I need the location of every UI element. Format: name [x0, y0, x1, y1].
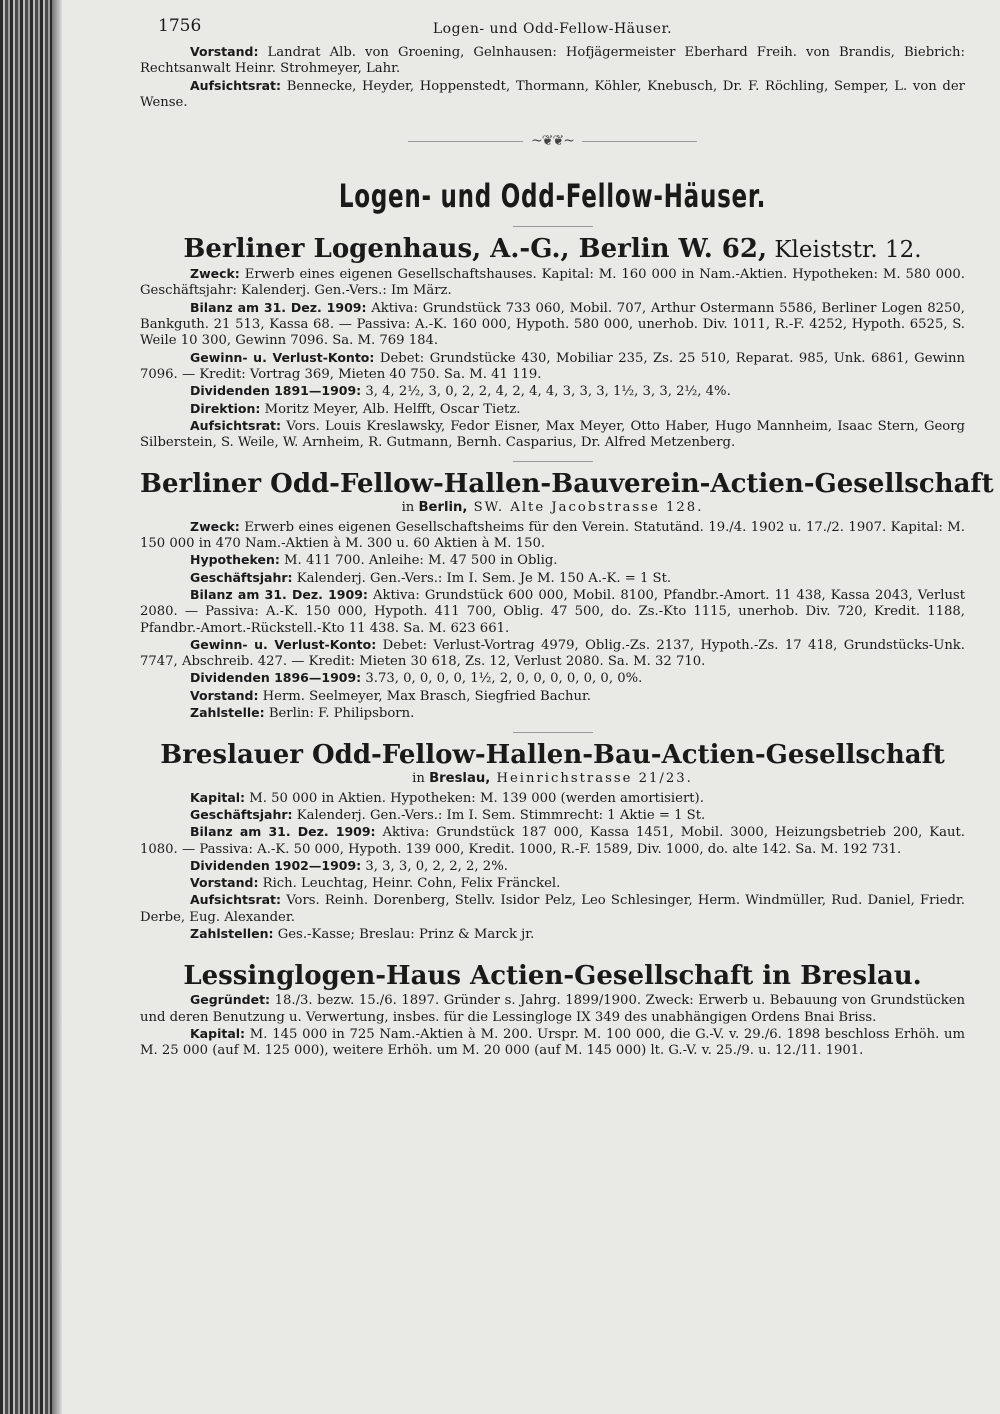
field-text: Kalenderj. Gen.-Vers.: Im I. Sem. Stimmrecht: 1 Aktie = 1 St.: [292, 807, 706, 823]
paragraph: [140, 670, 965, 687]
field-label: Gewinn- u. Verlust-Konto:: [190, 349, 375, 365]
paragraph: [140, 858, 965, 875]
field-text: Rich. Leuchtag, Heinr. Cohn, Felix Fränckel.: [258, 876, 561, 892]
field-label: Bilanz am 31. Dez. 1909:: [190, 824, 376, 840]
field-text: Landrat Alb. von Groening, Gelnhausen: Hofjägermeister Eberhard Freih. von Brandis, Biebrich: Rechtsanwalt Heinr. Strohmeyer, Lahr.: [140, 45, 965, 77]
paragraph: [140, 992, 965, 1026]
ornament-divider: [140, 131, 965, 151]
company-title: [140, 739, 965, 771]
paragraph: [140, 824, 965, 858]
paragraph: [140, 44, 965, 78]
paragraph: [140, 401, 965, 418]
location-city: Breslau,: [429, 771, 491, 787]
company-name: Berliner Odd-Fellow-Hallen-Bauverein-Actien-Gesellschaft: [140, 469, 994, 500]
paragraph: [140, 705, 965, 722]
field-label: Bilanz am 31. Dez. 1909:: [190, 586, 368, 602]
location-address: Heinrichstrasse 21/23.: [490, 771, 693, 787]
field-label: Direktion:: [190, 400, 261, 416]
company-location: [140, 500, 965, 516]
field-text: M. 50 000 in Aktien. Hypotheken: M. 139 000 (werden amortisiert).: [245, 790, 704, 806]
field-text: Vors. Reinh. Dorenberg, Stellv. Isidor Pelz, Leo Schlesinger, Herm. Windmüller, Rud. Daniel, Friedr. Derbe, Eug. Alexander.: [140, 893, 965, 925]
document-page: [140, 16, 994, 1403]
paragraph: [140, 78, 965, 112]
field-label: Aufsichtsrat:: [190, 417, 282, 433]
company-location: [140, 771, 965, 787]
field-text: Moritz Meyer, Alb. Helfft, Oscar Tietz.: [260, 401, 521, 417]
field-text: 3, 3, 3, 0, 2, 2, 2, 2%.: [361, 858, 508, 874]
field-text: Herm. Seelmeyer, Max Brasch, Siegfried Bachur.: [258, 688, 591, 704]
paragraph: [140, 587, 965, 637]
company-title: [140, 233, 965, 266]
field-label: Geschäftsjahr:: [190, 806, 293, 822]
location-prefix: in: [401, 500, 419, 516]
company-street: Kleiststr. 12.: [767, 237, 922, 264]
field-label: Zweck:: [190, 266, 240, 282]
company-name: Lessinglogen-Haus Actien-Gesellschaft in Breslau.: [183, 961, 922, 992]
page-number: 1756: [158, 16, 202, 36]
company-title: [140, 960, 965, 992]
field-text: Vors. Louis Kreslawsky, Fedor Eisner, Max Meyer, Otto Haber, Hugo Mannheim, Isaac Stern, Georg Silberstein, S. Weile, W. Arnheim, R. Gutmann, Bernh. Casparius, Dr. Alfred Metzenberg.: [140, 418, 965, 451]
paragraph: [140, 350, 965, 384]
location-prefix: in: [412, 771, 430, 787]
paragraph: [140, 807, 965, 824]
company-title: [140, 468, 994, 500]
paragraph: [140, 1026, 965, 1060]
field-label: Bilanz am 31. Dez. 1909:: [190, 299, 367, 315]
paragraph: [140, 790, 965, 807]
field-label: Zweck:: [190, 518, 240, 534]
field-label: Dividenden 1896—1909:: [190, 670, 362, 686]
book-binding-edge: [0, 0, 52, 1414]
paragraph: [140, 300, 965, 350]
paragraph: [140, 418, 965, 452]
field-label: Dividenden 1891—1909:: [190, 383, 362, 399]
running-title: Logen- und Odd-Fellow-Häuser.: [432, 21, 673, 37]
field-text: Aktiva: Grundstück 187 000, Kassa 1451, Mobil. 3000, Heizungsbetrieb 200, Kaut. 1080. — Passiva: A.-K. 50 000, Hypoth. 139 000, Kredit. 1000, R.-F. 1589, Div. 1000, do. alte 142. Sa. M. 192 731.: [140, 825, 965, 857]
divider-rule: [513, 461, 593, 462]
field-text: Aktiva: Grundstück 733 060, Mobil. 707, Arthur Ostermann 5586, Berliner Logen 8250, Bankguth. 21 513, Kassa 68. — Passiva: A.-K. 160 000, Hypoth. 580 000, unerhob. Div. 1011, R.-F. 4252, Hypoth. 6525, S. Weile 10 300, Gewinn 7096. Sa. M. 769 184.: [140, 300, 965, 349]
paragraph: [140, 637, 965, 671]
field-text: Aktiva: Grundstück 600 000, Mobil. 8100, Pfandbr.-Amort. 11 438, Kassa 2043, Verlust 2080. — Passiva: A.-K. 150 000, Hypoth. 411 700, Oblig. 47 500, do. Zs.-Kto 1115, unerhob. Div. 720, Kredit. 1188, Pfandbr.-Amort.-Rückstell.-Kto 11 438. Sa. M. 623 661.: [140, 587, 965, 636]
location-city: Berlin,: [418, 500, 468, 516]
company-entry: [140, 739, 965, 943]
paragraph: [140, 519, 965, 553]
field-label: Zahlstelle:: [190, 705, 265, 721]
running-header: [140, 18, 965, 44]
divider-line: [408, 141, 523, 142]
field-text: 3.73, 0, 0, 0, 0, 1½, 2, 0, 0, 0, 0, 0, 0, 0%.: [361, 671, 643, 687]
paragraph: [140, 552, 965, 569]
ornament-icon: ~❦❦~: [531, 133, 574, 150]
field-label: Vorstand:: [190, 687, 259, 703]
company-name: Berliner Logenhaus, A.-G., Berlin W. 62,: [183, 234, 768, 265]
field-label: Gegründet:: [190, 992, 271, 1008]
field-label: Dividenden 1902—1909:: [190, 857, 362, 873]
field-text: Debet: Grundstücke 430, Mobiliar 235, Zs. 25 510, Reparat. 985, Unk. 6861, Gewinn 7096. — Kredit: Vortrag 369, Mieten 40 750. Sa. M. 41 119.: [140, 350, 966, 382]
location-address: SW. Alte Jacobstrasse 128.: [467, 500, 704, 516]
field-text: Debet: Verlust-Vortrag 4979, Oblig.-Zs. 2137, Hypoth.-Zs. 17 418, Grundstücks-Unk. 7747, Abschreib. 427. — Kredit: Mieten 30 618, Zs. 12, Verlust 2080. Sa. M. 32 710.: [140, 637, 965, 670]
field-label: Kapital:: [190, 1025, 246, 1041]
field-text: Kalenderj. Gen.-Vers.: Im I. Sem. Je M. 150 A.-K. = 1 St.: [292, 570, 672, 586]
divider-rule: [513, 226, 593, 227]
company-entry: [140, 233, 965, 451]
field-label: Zahlstellen:: [190, 925, 274, 941]
field-label: Vorstand:: [190, 44, 259, 59]
field-label: Geschäftsjahr:: [190, 569, 293, 585]
field-text: Erwerb eines eigenen Gesellschaftshauses. Kapital: M. 160 000 in Nam.-Aktien. Hypotheken: M. 580 000. Geschäftsjahr: Kalenderj. Gen.-Vers.: Im März.: [140, 267, 965, 299]
paragraph: [140, 892, 965, 926]
divider-line: [582, 141, 697, 142]
field-label: Aufsichtsrat:: [190, 892, 282, 908]
company-entry: [140, 468, 994, 722]
field-text: Erwerb eines eigenen Gesellschaftsheims für den Verein. Statutänd. 19./4. 1902 u. 17./2. 1907. Kapital: M. 150 000 in 470 Nam.-Aktien à M. 300 u. 60 Aktien à M. 150.: [140, 519, 965, 552]
field-text: 18./3. bezw. 15./6. 1897. Gründer s. Jahrg. 1899/1900. Zweck: Erwerb u. Bebauung von Grundstücken und deren Benutzung u. Verwertung, insbes. für die Lessingloge IX 349 des unabhängigen Ordens Bnai Briss.: [140, 993, 965, 1025]
company-entry: [140, 960, 965, 1059]
top-continuation: [140, 44, 965, 111]
paragraph: [140, 383, 965, 400]
paragraph: [140, 688, 965, 705]
field-text: Berlin: F. Philipsborn.: [264, 706, 415, 722]
field-text: Bennecke, Heyder, Hoppenstedt, Thormann, Köhler, Knebusch, Dr. F. Röchling, Semper, L. von der Wense.: [140, 78, 965, 110]
field-label: Aufsichtsrat:: [190, 77, 282, 93]
field-label: Hypotheken:: [190, 552, 280, 568]
field-label: Vorstand:: [190, 875, 259, 891]
paragraph: [140, 570, 965, 587]
section-title: Logen- und Odd-Fellow-Häuser.: [338, 177, 767, 216]
field-text: Ges.-Kasse; Breslau: Prinz & Marck jr.: [273, 926, 535, 942]
divider-rule: [513, 732, 593, 733]
company-name: Breslauer Odd-Fellow-Hallen-Bau-Actien-Gesellschaft: [160, 740, 945, 771]
paragraph: [140, 926, 965, 943]
field-text: M. 411 700. Anleihe: M. 47 500 in Oblig.: [279, 553, 558, 569]
field-label: Kapital:: [190, 789, 246, 805]
paragraph: [140, 875, 965, 892]
paragraph: [140, 266, 965, 300]
field-text: M. 145 000 in 725 Nam.-Aktien à M. 200. Urspr. M. 100 000, die G.-V. v. 29./6. 1898 beschloss Erhöh. um M. 25 000 (auf M. 125 000), weitere Erhöh. um M. 20 000 (auf M. 145 000) lt. G.-V. v. 25./9. u. 12./11. 1901.: [140, 1026, 965, 1059]
field-label: Gewinn- u. Verlust-Konto:: [190, 636, 377, 652]
field-text: 3, 4, 2½, 3, 0, 2, 2, 4, 2, 4, 4, 3, 3, 3, 1½, 3, 3, 2½, 4%.: [361, 384, 731, 400]
spacer: [140, 943, 965, 957]
page-gutter-shadow: [52, 0, 62, 1414]
